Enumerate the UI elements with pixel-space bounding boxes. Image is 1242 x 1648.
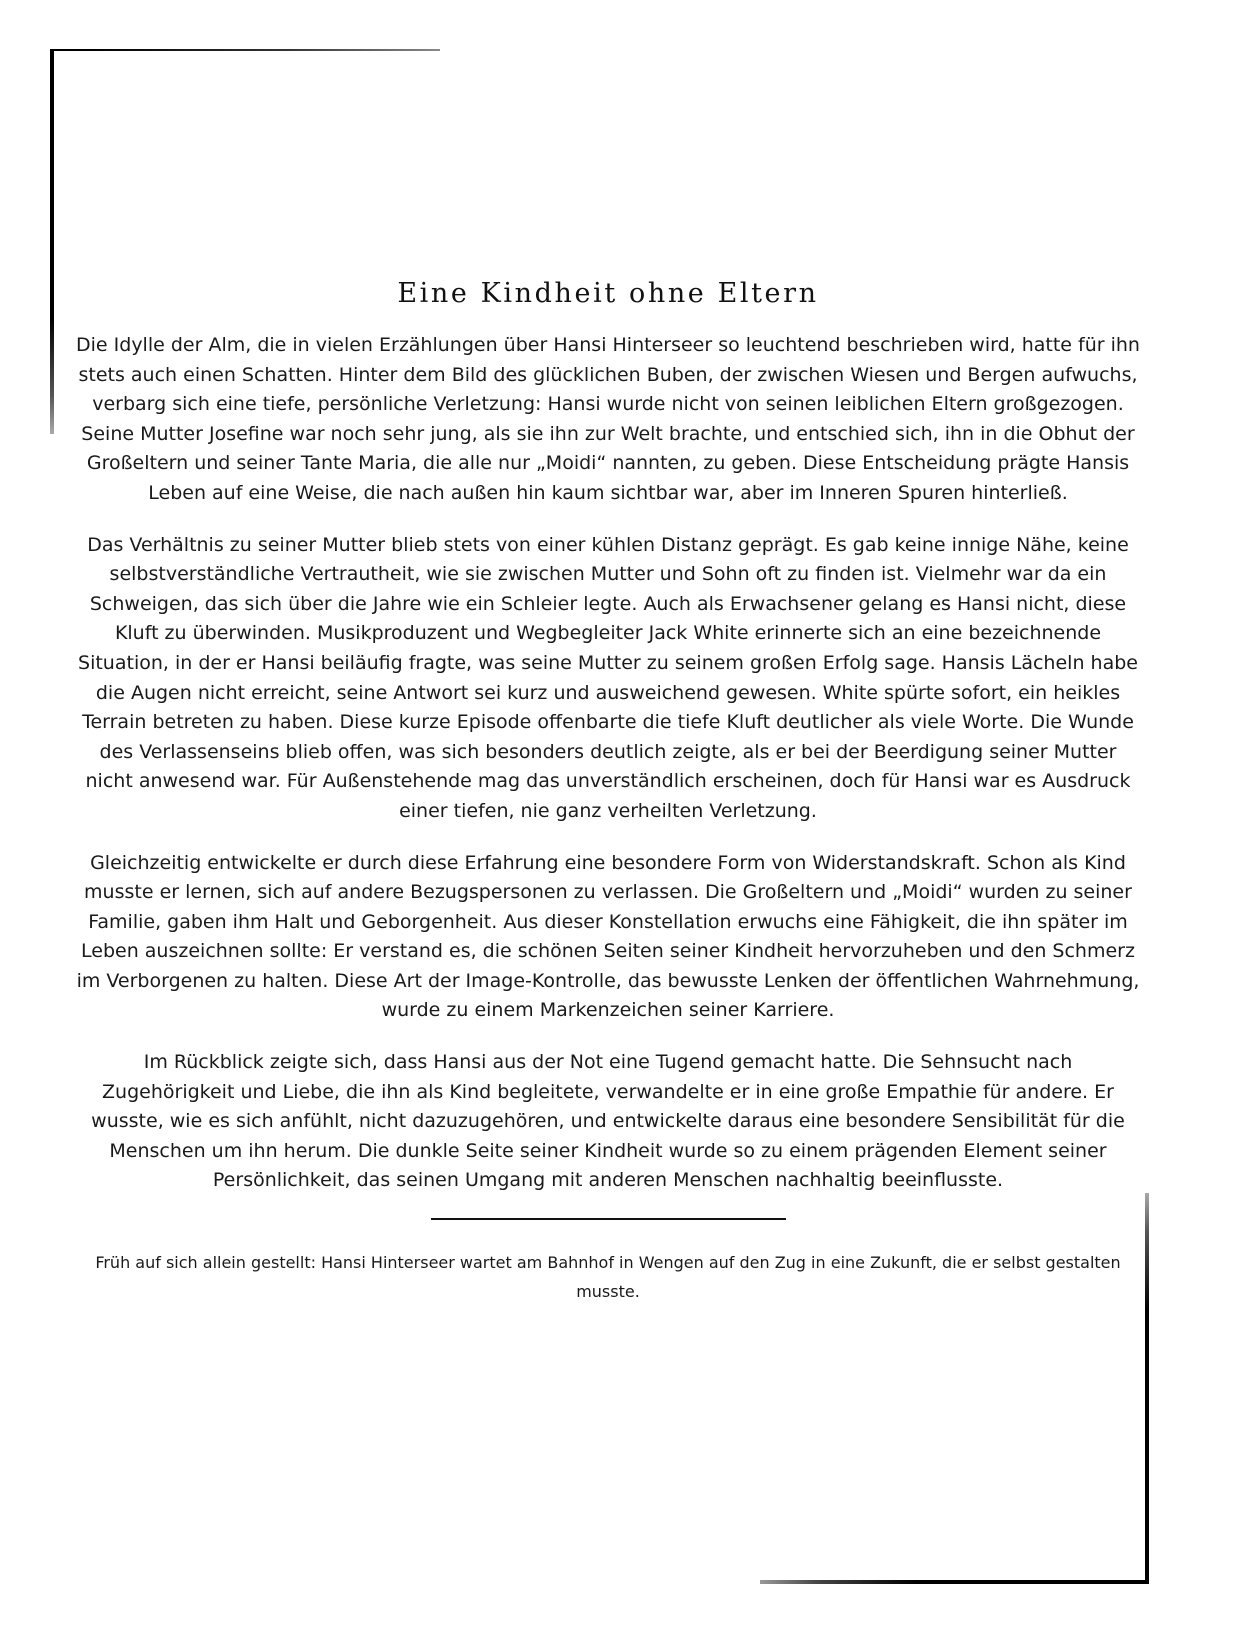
corner-frame-right-line xyxy=(1145,1193,1149,1584)
image-caption: Früh auf sich allein gestellt: Hansi Hinterseer wartet am Bahnhof in Wengen auf den Zug in eine Zukunft, die er selbst gestalten musste. xyxy=(95,1253,1121,1302)
caption-divider xyxy=(431,1218,786,1220)
article-paragraph-4: Im Rückblick zeigte sich, dass Hansi aus der Not eine Tugend gemacht hatte. Die Sehnsucht nach Zugehörigkeit und Liebe, die ihn als Kind begleitete, verwandelte er in eine große Empathie für andere. Er wusste, wie es sich anfühlt, nicht dazuzugehören, und entwickelte daraus eine besondere Sensibilität für die Menschen um ihn herum. Die dunkle Seite seiner Kindheit wurde so zu einem prägenden Element seiner Persönlichkeit, das seinen Umgang mit anderen Menschen nachhaltig beeinflusste. xyxy=(91,1051,1125,1192)
article-paragraph-1: Die Idylle der Alm, die in vielen Erzählungen über Hansi Hinterseer so leuchtend beschrieben wird, hatte für ihn stets auch einen Schatten. Hinter dem Bild des glücklichen Buben, der zwischen Wiesen und Bergen aufwuchs, verbarg sich eine tiefe, persönliche Verletzung: Hansi wurde nicht von seinen leiblichen Eltern großgezogen. Seine Mutter Josefine war noch sehr jung, als sie ihn zur Welt brachte, und entschied sich, ihn in die Obhut der Großeltern und seiner Tante Maria, die alle nur „Moidi“ nannten, zu geben. Diese Entscheidung prägte Hansis Leben auf eine Weise, die nach außen hin kaum sichtbar war, aber im Inneren Spuren hinterließ. xyxy=(76,334,1140,504)
corner-frame-left-line xyxy=(50,49,54,434)
article-body xyxy=(75,278,1141,1306)
corner-frame-bottom-line xyxy=(760,1580,1149,1584)
corner-frame-top-line xyxy=(50,49,440,51)
article-title: Eine Kindheit ohne Eltern xyxy=(397,278,819,309)
article-paragraph-3: Gleichzeitig entwickelte er durch diese Erfahrung eine besondere Form von Widerstandskraft. Schon als Kind musste er lernen, sich auf andere Bezugspersonen zu verlassen. Die Großeltern und „Moidi“ wurden zu seiner Familie, gaben ihm Halt und Geborgenheit. Aus dieser Konstellation erwuchs eine Fähigkeit, die ihn später im Leben auszeichnen sollte: Er verstand es, die schönen Seiten seiner Kindheit hervorzuheben und den Schmerz im Verborgenen zu halten. Diese Art der Image-Kontrolle, das bewusste Lenken der öffentlichen Wahrnehmung, wurde zu einem Markenzeichen seiner Karriere. xyxy=(76,851,1140,1022)
article-paragraph-2: Das Verhältnis zu seiner Mutter blieb stets von einer kühlen Distanz geprägt. Es gab keine innige Nähe, keine selbstverständliche Vertrautheit, wie sie zwischen Mutter und Sohn oft zu finden ist. Vielmehr war da ein Schweigen, das sich über die Jahre wie ein Schleier legte. Auch als Erwachsener gelang es Hansi nicht, diese Kluft zu überwinden. Musikproduzent und Wegbegleiter Jack White erinnerte sich an eine bezeichnende Situation, in der er Hansi beiläufig fragte, was seine Mutter zu seinem großen Erfolg sage. Hansis Lächeln habe die Augen nicht erreicht, seine Antwort sei kurz und ausweichend gewesen. White spürte sofort, ein heikles Terrain betreten zu haben. Diese kurze Episode offenbarte die tiefe Kluft deutlicher als viele Worte. Die Wunde des Verlassenseins blieb offen, was sich besonders deutlich zeigte, als er bei der Beerdigung seiner Mutter nicht anwesend war. Für Außenstehende mag das unverständlich erscheinen, doch für Hansi war es Ausdruck einer tiefen, nie ganz verheilten Verletzung. xyxy=(78,533,1138,822)
